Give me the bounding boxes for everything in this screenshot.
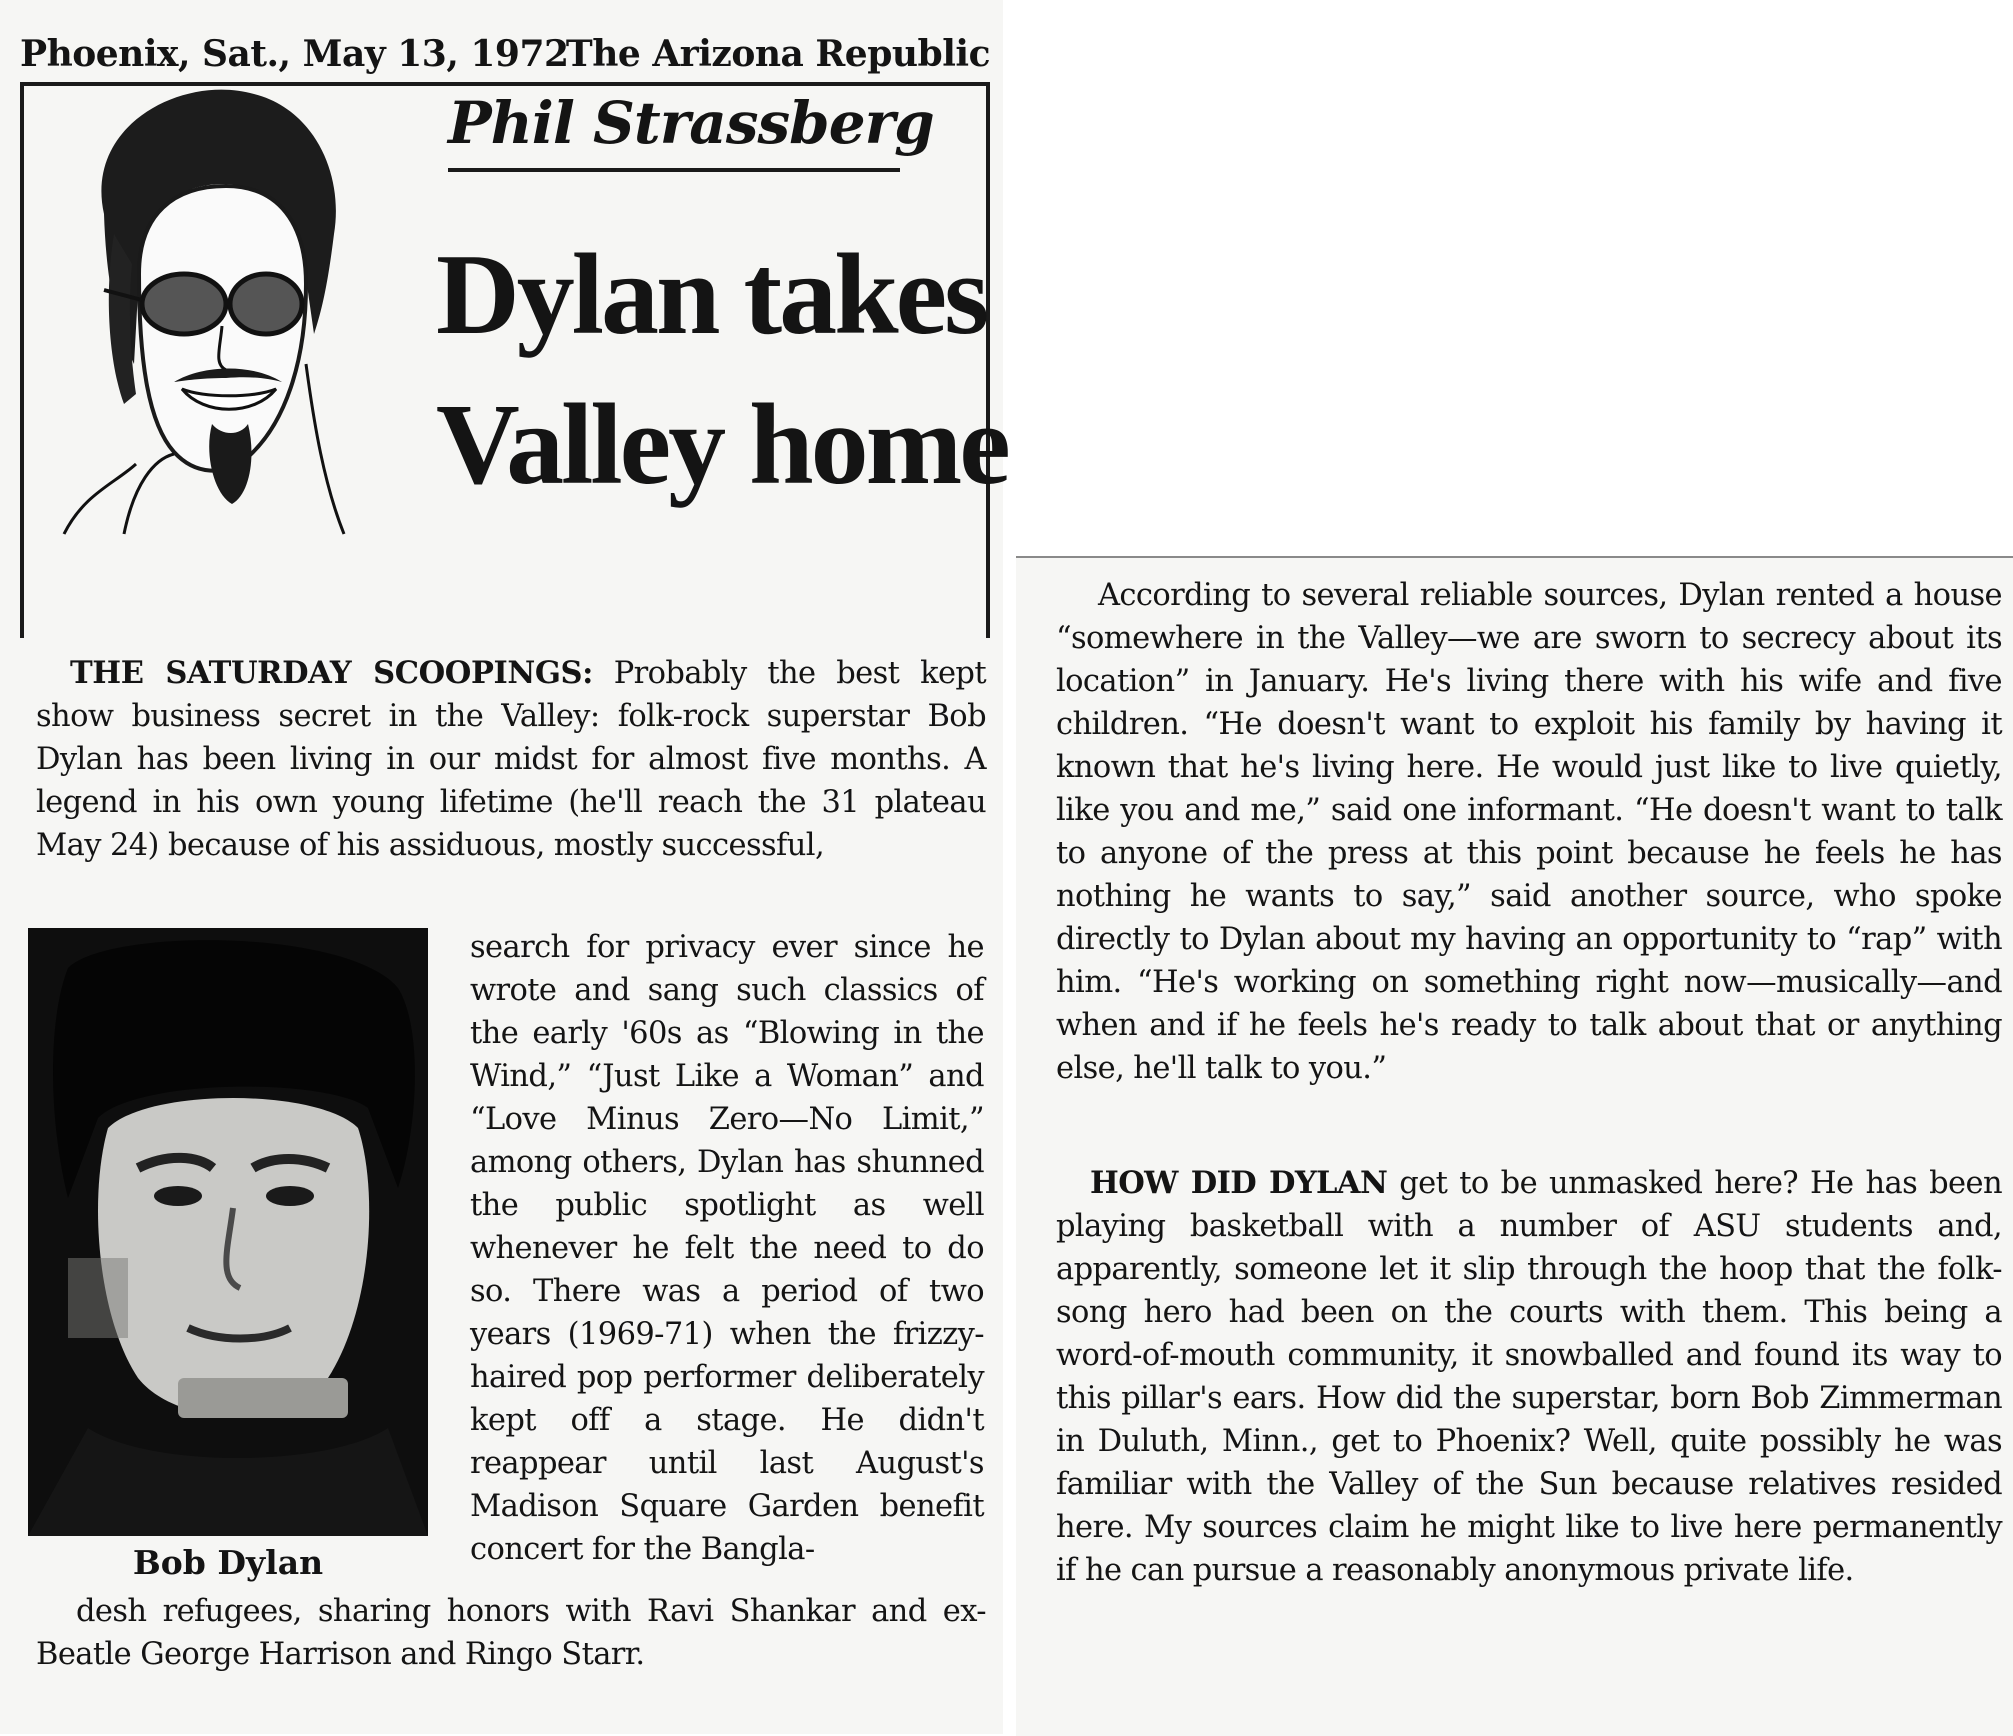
dateline: Phoenix, Sat., May 13, 1972 (20, 33, 569, 75)
paragraph-kicker: HOW DID DYLAN (1090, 1165, 1388, 1201)
paragraph-2-text: get to be unmasked here? He has been playing basketball with a number of ASU students and, apparently, someone let it slip through the hoop that the folk-song hero had been on the courts with them. This being a word-of-mouth community, it snowballed and found its way to this pillar's ears. How did the superstar, born Bob Zimmerman in Duluth, Minn., get to Phoenix? Well, quite possibly he was familiar with the Valley of the Sun because relatives resided here. My sources claim he might like to live here permanently if he can pursue a reasonably anonymous private life. (1056, 1166, 2002, 1588)
lead-kicker: THE SATURDAY SCOOPINGS: (70, 655, 593, 691)
headline-line-1: Dylan takes (436, 231, 987, 359)
columnist-name: Phil Strassberg (448, 89, 934, 157)
newspaper-name: The Arizona Republic (565, 33, 990, 75)
photo-caption: Bob Dylan (132, 1543, 324, 1582)
right-clipping (1016, 556, 2013, 1736)
bob-dylan-photo (28, 928, 428, 1536)
wrapped-paragraph: search for privacy ever since he wrote and sang such classics of the early '60s as “Blowing in the Wind,” “Just Like a Woman” and “Love Minus Zero—No Limit,” among others, Dylan has shunned the public spotlight as well whenever he felt the need to do so. There was a period of two years (1969-71) when the frizzy-haired pop performer deliberately kept off a stage. He didn't reappear until last August's Madison Square Garden benefit concert for the Bangla- (470, 930, 984, 1567)
lead-paragraph (36, 652, 986, 867)
headline (436, 220, 1008, 520)
columnist-portrait-illustration (44, 64, 364, 544)
columnist-rule (448, 168, 900, 172)
continued-paragraph-1: According to several reliable sources, Dylan rented a house “somewhere in the Valley—we are sworn to secrecy about its location” in January. He's living there with his wife and five children. “He doesn't want to exploit his family by having it known that he's living here. He would just like to live quietly, like you and me,” said one informant. “He doesn't want to talk to anyone of the press at this point because he feels he has nothing he wants to say,” said another source, who spoke directly to Dylan about my having an opportunity to “rap” with him. “He's working on something right now—musically—and when and if he feels he's ready to talk about that or anything else, he'll talk to you.” (1056, 578, 2002, 1086)
tail-paragraph: desh refugees, sharing honors with Ravi Shankar and ex-Beatle George Harrison and Ringo Starr. (36, 1594, 986, 1672)
photo-portrait-graphic (28, 928, 428, 1536)
lead-text: Probably the best kept show business secret in the Valley: folk-rock superstar Bob Dylan has been living in our midst for almost five months. A legend in his own young lifetime (he'll reach the 31 plateau May 24) because of his assiduous, mostly successful, (36, 656, 986, 863)
headline-line-2: Valley home (436, 381, 1008, 509)
continued-paragraph-2 (1056, 1162, 2002, 1592)
